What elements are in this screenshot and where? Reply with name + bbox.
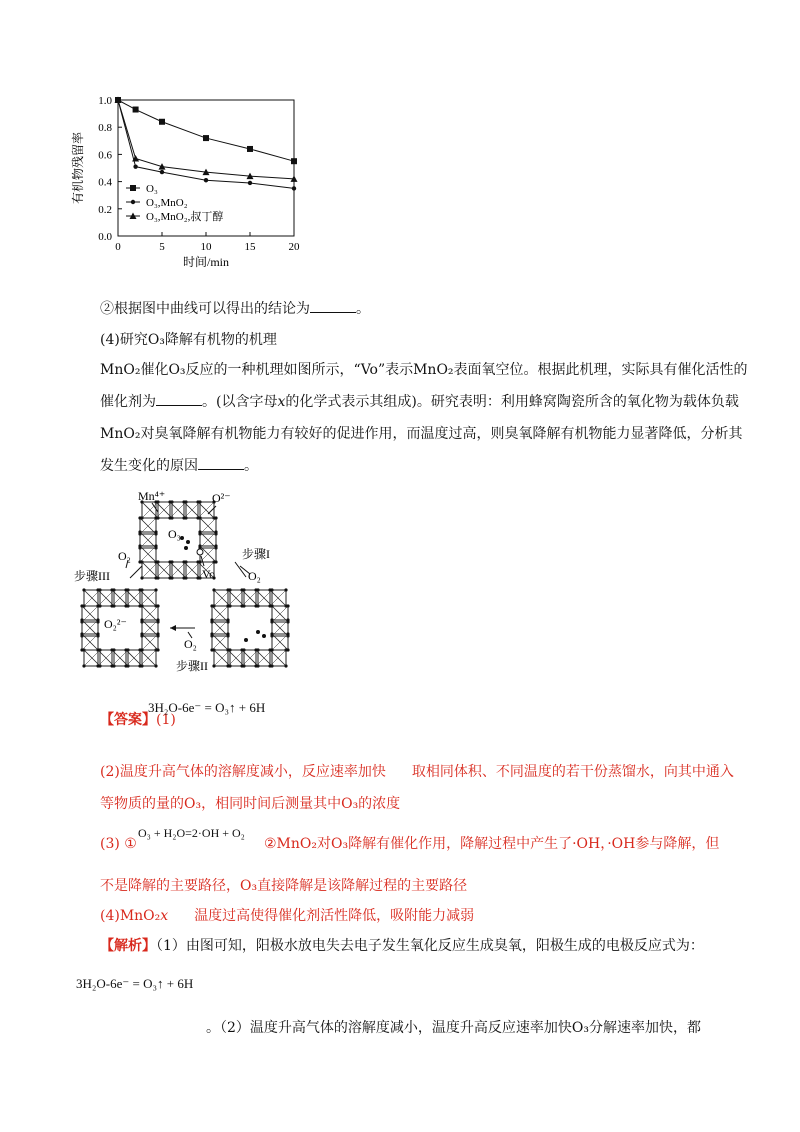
variable-x: x xyxy=(160,908,169,924)
y-tick-label: 0.0 xyxy=(98,231,112,243)
data-point-s2 xyxy=(160,170,164,174)
pointer-line xyxy=(152,503,158,512)
o2-bottom-label: O₂ xyxy=(184,637,197,651)
answer-3-part2: ②MnO₂对O₃降解有催化作用，降解过程中产生了·OH，·OH参与降解，但 xyxy=(264,836,720,852)
residual-rate-chart xyxy=(60,88,310,280)
data-point-s1 xyxy=(133,107,139,113)
step1-label: 步骤I xyxy=(242,547,270,561)
paragraph-line-1: MnO₂催化O₃反应的一种机理如图所示，“Vo”表示MnO₂表面氧空位。根据此机理，实际具有催化活性的 xyxy=(100,362,748,378)
answer-4-number: (4)MnO₂ xyxy=(100,908,161,924)
paragraph-line-3: MnO₂对臭氧降解有机物能力有较好的促进作用，而温度过高，则臭氧降解有机物能力显著降低，分析其 xyxy=(100,426,743,442)
y-axis-label: 有机物残留率 xyxy=(71,131,85,205)
period: 。 xyxy=(244,458,258,474)
o2-right-label: O₂ xyxy=(248,569,261,583)
answer-blank xyxy=(310,300,356,313)
answer-1-number: (1) xyxy=(156,712,176,728)
pointer-line xyxy=(201,556,204,566)
answer-2-method: 取相同体积、不同温度的若干份蒸馏水，向其中通入 xyxy=(411,764,734,780)
period: 。 xyxy=(356,301,370,317)
oxygen-vacancy xyxy=(197,549,203,555)
answer-2-text: (2)温度升高气体的溶解度减小，反应速率加快 xyxy=(100,764,386,780)
data-point-s2 xyxy=(133,164,137,168)
analysis-equation: 3H₂O-6e⁻ = O₃↑ + 6H xyxy=(76,976,194,991)
question-2-line xyxy=(100,299,370,319)
answer-1-equation: 3H₂O-6e⁻ = O₃↑ + 6H xyxy=(148,700,266,715)
y-tick-label: 0.8 xyxy=(98,122,112,135)
mechanism-diagram xyxy=(70,480,310,680)
legend-label: O₃ xyxy=(146,183,158,195)
text-segment: 。(以含字母 xyxy=(202,394,278,410)
mno2-tunnel-bottom-right xyxy=(210,588,289,667)
x-tick-label: 15 xyxy=(244,241,256,253)
answer-2-line xyxy=(100,762,734,782)
o2-left-label: O₂ xyxy=(118,549,131,563)
paragraph-line-2 xyxy=(100,392,739,412)
y-tick-label: 1.0 xyxy=(98,95,112,107)
step3-arrow xyxy=(130,566,142,578)
analysis-text: （1）由图可知，阳极水放电失去电子发生氧化反应生成臭氧，阳极生成的电极反应式为： xyxy=(156,938,704,954)
x-tick-label: 0 xyxy=(115,241,121,253)
mno6-octahedron xyxy=(270,632,289,651)
series-line-1 xyxy=(118,100,294,161)
answer-3-equation: O₃ + H₂O=2·OH + O₂ xyxy=(138,826,245,840)
answer-2-line-2: 等物质的量的O₃，相同时间后测量其中O₃的浓度 xyxy=(100,796,401,812)
data-point-s2 xyxy=(292,186,296,190)
o3-label: O₃ xyxy=(168,527,181,541)
mno6-octahedron xyxy=(80,632,99,651)
data-point-s1 xyxy=(247,146,253,152)
answer-blank xyxy=(198,457,244,470)
question-4-title: (4)研究O₃降解有机物的机理 xyxy=(100,332,277,348)
data-point-s1 xyxy=(291,158,297,164)
x-tick-label: 10 xyxy=(200,241,212,253)
answer-label: 【答案】 xyxy=(100,712,156,728)
o2-minus-label: O²⁻ xyxy=(212,491,231,505)
answer-blank xyxy=(156,393,202,406)
analysis-line-2: 。（2）温度升高气体的溶解度减小，温度升高反应速率加快O₃分解速率加快，都 xyxy=(206,1020,701,1036)
data-point-s2 xyxy=(248,181,252,185)
paragraph-line-4 xyxy=(100,456,258,476)
x-tick-label: 5 xyxy=(159,241,165,253)
analysis-label: 【解析】 xyxy=(100,938,156,954)
y-tick-label: 0.2 xyxy=(98,203,112,216)
question-2-text: ②根据图中曲线可以得出的结论为 xyxy=(100,301,310,317)
mno6-octahedron xyxy=(210,632,229,651)
answer-3-number: (3) ① xyxy=(100,836,137,852)
analysis-line-1 xyxy=(100,936,704,956)
legend-marker xyxy=(130,185,136,191)
legend-label: O₃,MnO₂ xyxy=(146,197,188,209)
variable-x: x xyxy=(277,394,286,410)
y-tick-label: 0.4 xyxy=(98,176,112,189)
legend-marker xyxy=(131,200,135,204)
step3-label: 步骤III xyxy=(74,569,110,583)
answer-4-line xyxy=(100,906,474,926)
data-point-s2 xyxy=(204,178,208,182)
peroxide-label: O₂²⁻ xyxy=(104,617,127,631)
vo-label: Vo xyxy=(202,567,216,581)
answer-3-line-2: 不是降解的主要路径，O₃直接降解是该降解过程的主要路径 xyxy=(100,878,468,894)
mno6-octahedron xyxy=(138,544,157,563)
data-point-s1 xyxy=(203,135,209,141)
pointer-line xyxy=(208,506,216,514)
x-tick-label: 20 xyxy=(288,241,300,253)
text-segment: 发生变化的原因 xyxy=(100,458,198,474)
answer-3-line xyxy=(100,834,137,854)
text-segment: 的化学式表示其组成)。研究表明：利用蜂窝陶瓷所含的氧化物为载体负载 xyxy=(285,394,739,410)
x-axis-label: 时间/min xyxy=(182,255,230,269)
text-segment: 催化剂为 xyxy=(100,394,156,410)
mno6-octahedron xyxy=(140,632,159,651)
mn4-label: Mn⁴⁺ xyxy=(138,489,166,503)
step2-label: 步骤II xyxy=(176,659,208,673)
data-point-s1 xyxy=(159,119,165,125)
y-tick-label: 0.6 xyxy=(98,149,112,162)
legend-label: O₃,MnO₂,叔丁醇 xyxy=(146,211,224,223)
answer-4-text: 温度过高使得催化剂活性降低，吸附能力减弱 xyxy=(194,908,475,924)
